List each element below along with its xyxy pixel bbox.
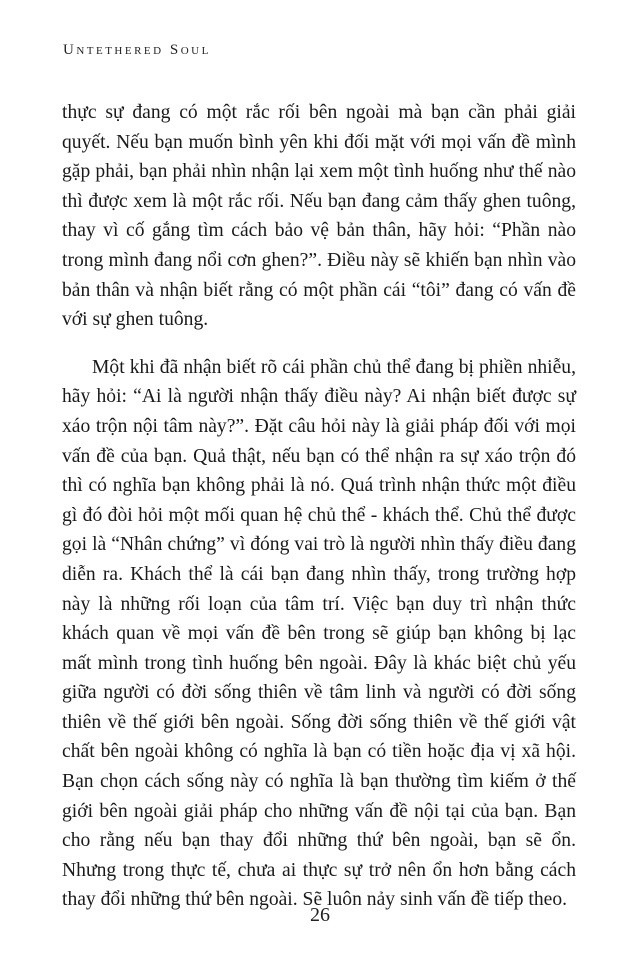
paragraph-continuation: thực sự đang có một rắc rối bên ngoài mà bạn cần phải giải quyết. Nếu bạn muốn bình yên khi đối mặt với mọi vấn đề mình gặp phải, bạn phải nhìn nhận lại xem một tình huống như thế nào thì được xem là một rắc rối. Nếu bạn đang cảm thấy ghen tuông, thay vì cố gắng tìm cách bảo vệ bản thân, hãy hỏi: “Phần nào trong mình đang nổi cơn ghen?”. Điều này sẽ khiến bạn nhìn vào bản thân và nhận biết rằng có một phần cái “tôi” đang có vấn đề với sự ghen tuông.	[62, 102, 576, 331]
paragraph-witness: Một khi đã nhận biết rõ cái phần chủ thể đang bị phiền nhiễu, hãy hỏi: “Ai là người nhận thấy điều này? Ai nhận biết được sự xáo trộn nội tâm này?”. Đặt câu hỏi này là giải pháp đối với mọi vấn đề của bạn. Quả thật, nếu bạn có thể nhận ra sự xáo trộn đó thì có nghĩa bạn không phải là nó. Quá trình nhận thức một điều gì đó đòi hỏi một mối quan hệ chủ thể - khách thể. Chủ thể được gọi là “Nhân chứng” vì đóng vai trò là người nhìn thấy điều đang diễn ra. Khách thể là cái bạn đang nhìn thấy, trong trường hợp này là những rối loạn của tâm trí. Việc bạn duy trì nhận thức khách quan về mọi vấn đề bên trong sẽ giúp bạn không bị lạc mất mình trong tình huống bên ngoài. Đây là khác biệt chủ yếu giữa người có đời sống thiên về tâm linh và người có đời sống thiên về thế giới bên ngoài. Sống đời sống thiên về thế giới vật chất bên ngoài không có nghĩa là bạn có tiền hoặc địa vị xã hội. Bạn chọn cách sống này có nghĩa là bạn thường tìm kiếm ở thế giới bên ngoài giải pháp cho những vấn đề nội tại của bạn. Bạn cho rằng nếu bạn thay đổi những thứ bên ngoài, bạn sẽ ổn. Nhưng trong thực tế, chưa ai thực sự trở nên ổn hơn bằng cách thay đổi những thứ bên ngoài. Sẽ luôn nảy sinh vấn đề tiếp theo.	[62, 356, 576, 911]
page-number: 26	[310, 904, 330, 926]
running-header: Untethered Soul	[63, 42, 211, 58]
body-text	[62, 98, 576, 915]
